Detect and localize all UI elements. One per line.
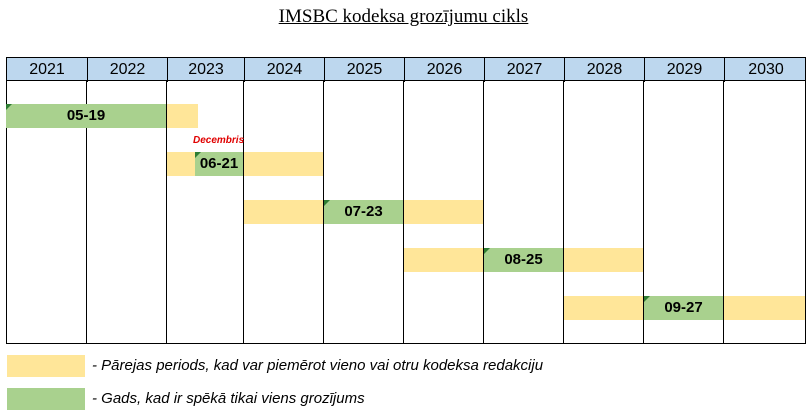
december-note: Decembris xyxy=(193,135,245,146)
cycle-09-27-active-bar: 09-27 xyxy=(644,296,723,320)
legend-active-swatch xyxy=(7,388,85,410)
cycle-07-23-active-bar: 07-23 xyxy=(324,200,403,224)
cycle-06-21-active-bar: 06-21 xyxy=(195,152,243,176)
cycle-05-19-active-bar: 05-19 xyxy=(6,104,166,128)
year-2029: 2029 xyxy=(644,58,724,82)
year-2023: 2023 xyxy=(167,58,244,82)
year-header-row xyxy=(6,57,806,81)
cycle-08-25-transition-bar-end xyxy=(564,248,643,272)
year-2021: 2021 xyxy=(29,61,65,78)
cycle-05-19-transition-bar xyxy=(167,104,198,128)
legend-active-text: - Gads, kad ir spēkā tikai viens grozījums xyxy=(92,390,365,407)
cycle-08-25-active-bar: 08-25 xyxy=(484,248,563,272)
legend-transition-swatch xyxy=(7,355,85,377)
year-2028: 2028 xyxy=(564,58,644,82)
year-2024: 2024 xyxy=(244,58,324,82)
year-2025: 2025 xyxy=(324,58,404,82)
cycle-09-27-transition-bar-end xyxy=(724,296,805,320)
cycle-06-21-transition-bar-end xyxy=(244,152,323,176)
year-2022: 2022 xyxy=(87,58,167,82)
cycle-09-27-transition-bar-start xyxy=(564,296,643,320)
year-2030: 2030 xyxy=(724,58,807,82)
cycle-07-23-transition-bar-start xyxy=(244,200,323,224)
page-title: IMSBC kodeksa grozījumu cikls xyxy=(278,6,529,27)
legend-transition-text: - Pārejas periods, kad var piemērot vieno vai otru kodeksa redakciju xyxy=(92,357,544,374)
cycle-07-23-transition-bar-end xyxy=(404,200,483,224)
cycle-grid xyxy=(6,57,806,344)
grid-divider xyxy=(483,81,484,344)
year-2027: 2027 xyxy=(484,58,564,82)
cycle-06-21-transition-bar-start xyxy=(167,152,195,176)
cycle-08-25-transition-bar-start xyxy=(404,248,483,272)
year-2026: 2026 xyxy=(404,58,484,82)
